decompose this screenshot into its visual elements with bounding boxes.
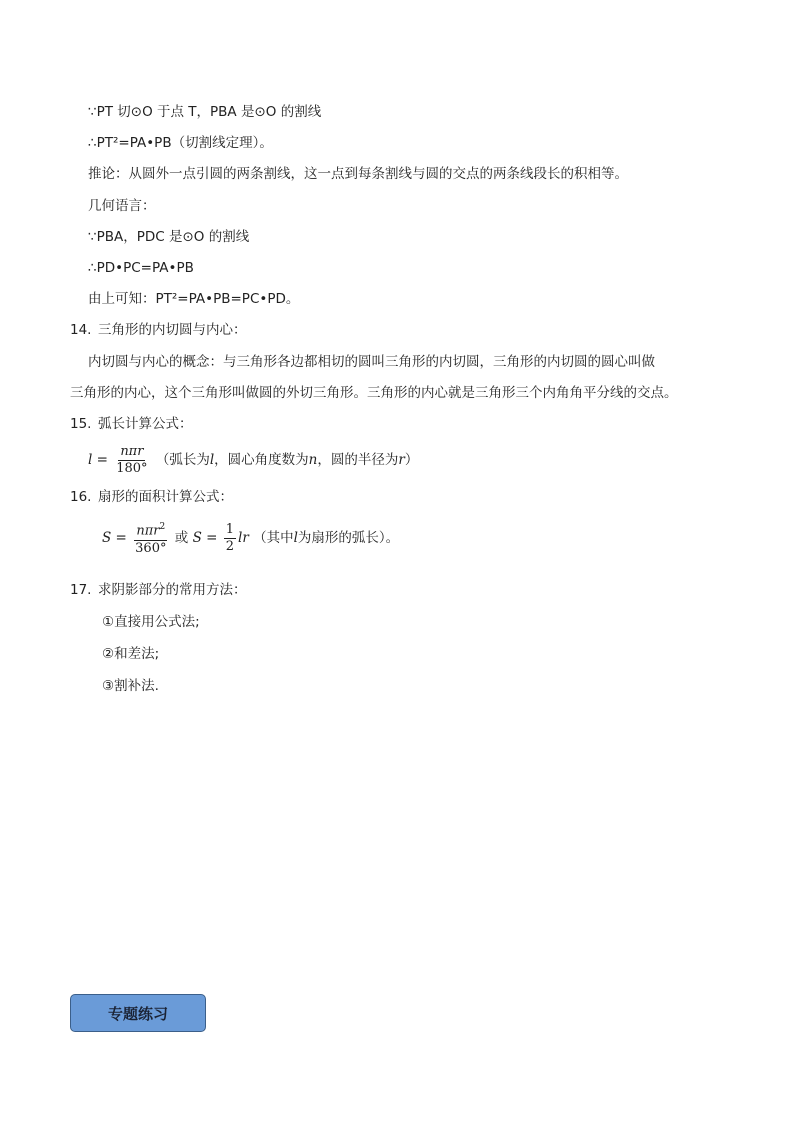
numerator-base: nπr: [136, 523, 160, 539]
item-number: 14.: [70, 322, 92, 338]
var-l: l: [293, 530, 298, 546]
var-l: l: [209, 452, 215, 468]
text-line: 由上可知：PT²=PA•PB=PC•PD。: [88, 291, 300, 307]
item-17-heading: [70, 580, 247, 600]
method-item: ③割补法.: [102, 678, 159, 694]
item-14-heading: [70, 320, 247, 340]
formula2-lhs: S =: [192, 530, 218, 546]
method-item: ②和差法;: [102, 646, 160, 662]
item-14-body: [70, 347, 730, 409]
section-practice-button[interactable]: 专题练习: [70, 994, 206, 1032]
formula2-rhs: lr: [238, 530, 249, 546]
item-title: 求阴影部分的常用方法：: [98, 582, 247, 598]
fraction-half: [224, 522, 236, 555]
var-r: r: [398, 452, 405, 468]
paragraph-line: 内切圆与内心的概念：与三角形各边都相切的圆叫三角形的内切圆，三角形的内切圆的圆心叫做: [88, 354, 655, 370]
sector-area-formula: [102, 518, 399, 558]
numerator: 1: [225, 521, 235, 537]
denominator: 180°: [116, 460, 148, 476]
item-16-heading: [70, 487, 233, 507]
var-n: n: [308, 452, 318, 468]
exponent: 2: [159, 522, 166, 533]
formula-lhs: S =: [102, 530, 127, 546]
item-number: 17.: [70, 582, 92, 598]
text-line: ∴PD•PC=PA•PB: [88, 260, 194, 276]
note: （弧长为: [155, 452, 210, 468]
or-text: 或: [174, 530, 189, 546]
text-line: 推论：从圆外一点引圆的两条割线，这一点到每条割线与圆的交点的两条线段长的积相等。: [88, 166, 628, 182]
denominator: 360°: [135, 540, 167, 556]
note: ）: [404, 452, 419, 468]
fraction: [133, 519, 168, 556]
item-15-heading: [70, 414, 193, 434]
numerator: nπr: [120, 443, 144, 459]
note: ，圆的半径为: [317, 452, 399, 468]
note: ，圆心角度数为: [214, 452, 309, 468]
item-title: 弧长计算公式：: [98, 416, 193, 432]
item-title: 扇形的面积计算公式：: [98, 489, 233, 505]
item-title: 三角形的内切圆与内心：: [98, 322, 247, 338]
paragraph-line: 三角形的内心，这个三角形叫做圆的外切三角形。三角形的内心就是三角形三个内角角平分线的交点。: [70, 385, 678, 401]
item-number: 16.: [70, 489, 92, 505]
note: （其中: [253, 530, 294, 546]
text-line: ∴PT²=PA•PB（切割线定理）。: [88, 135, 273, 151]
text-line: 几何语言：: [88, 198, 156, 214]
item-number: 15.: [70, 416, 92, 432]
text-line: ∵PBA，PDC 是⊙O 的割线: [88, 229, 250, 245]
numerator: [134, 519, 167, 540]
text-line: ∵PT 切⊙O 于点 T，PBA 是⊙O 的割线: [88, 104, 322, 120]
fraction: [114, 444, 149, 477]
note: 为扇形的弧长）。: [297, 530, 400, 546]
method-item: ①直接用公式法;: [102, 614, 200, 630]
denominator: 2: [225, 538, 235, 554]
formula-lhs: l =: [88, 452, 108, 468]
arc-length-formula: [88, 442, 418, 478]
